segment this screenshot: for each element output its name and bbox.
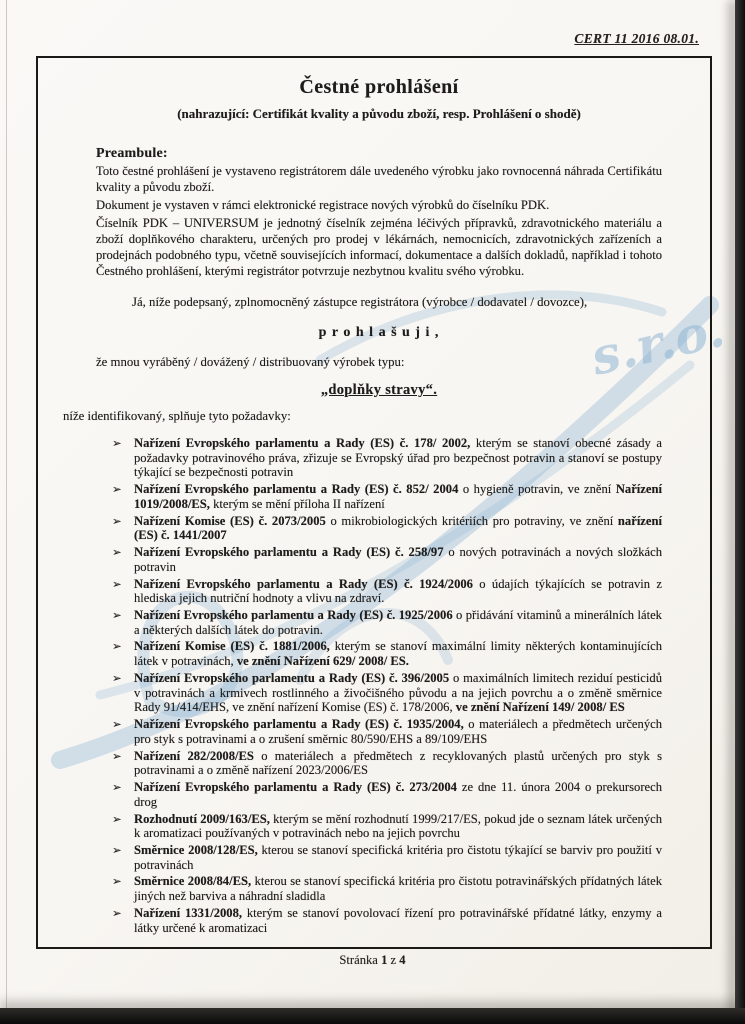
arrow-bullet-icon: ➢	[112, 905, 122, 920]
watermark-text: s.r.o.	[585, 298, 730, 387]
doc-reference: CERT 11 2016 08.01.	[574, 31, 699, 46]
arrow-bullet-icon: ➢	[112, 717, 122, 732]
requirement-text: Nařízení Evropského parlamentu a Rady (ES) č. 852/ 2004 o hygieně potravin, ve znění Nařízení 1019/2008/ES, kterým se mění příloha II nařízení	[134, 482, 662, 511]
footer-separator: z	[390, 953, 397, 967]
requirement-item	[112, 514, 662, 543]
requirement-text: Nařízení Evropského parlamentu a Rady (ES) č. 396/2005 o maximálních limitech reziduí pesticidů v potravinách a krmivech rostlinného a živočišného původu a na jejich povrchu a o změně směrnice Rady 91/414/EHS, ve znění nařízení Komise (ES) č. 178/2006, ve znění Nařízení 149/ 2008/ ES	[134, 670, 662, 715]
product-type-intro: že mnou vyráběný / dovážený / distribuovaný výrobek typu:	[96, 354, 405, 369]
requirement-item	[112, 482, 662, 511]
requirement-text: Nařízení Komise (ES) č. 1881/2006, kterým se stanoví maximální limity některých kontaminujících látek v potravinách, ve znění Nařízení 629/ 2008/ ES.	[134, 639, 662, 669]
footer-total-pages: 4	[399, 953, 406, 967]
requirement-text: Nařízení 1331/2008, kterým se stanoví povolovací řízení pro potravinářské přídatné látky, enzymy a látky určené k aromatizaci	[134, 905, 662, 935]
arrow-bullet-icon: ➢	[112, 607, 122, 622]
requirement-item	[112, 608, 662, 637]
arrow-bullet-icon: ➢	[112, 576, 122, 591]
preamble-paragraph: Toto čestné prohlášení je vystaveno registrátorem dále uvedeného výrobku jako rovnocenná náhrada Certifikátu kvality a původu zboží.	[96, 164, 662, 194]
footer-page-number: 1	[381, 953, 388, 967]
page-title: Čestné prohlášení	[299, 76, 459, 98]
requirement-item	[112, 906, 662, 935]
requirement-text: Nařízení Evropského parlamentu a Rady (ES) č. 178/ 2002, kterým se stanoví obecné zásady a požadavky potravinového práva, zřizuje se Evropský úřad pro bezpečnost potravin a stanoví se postupy týkající se bezpečnosti potravin	[134, 435, 662, 480]
requirement-text: Směrnice 2008/84/ES, kterou se stanoví specifická kritéria pro čistotu potravinářských přídatných látek jiných než barviva a náhradní sladidla	[134, 874, 662, 904]
scan-edge-bottom	[0, 1008, 745, 1024]
requirement-item	[112, 874, 662, 903]
scan-edge-left	[6, 0, 7, 1024]
requirements-list	[96, 436, 662, 936]
requirement-item	[112, 436, 662, 480]
requirement-text: Rozhodnutí 2009/163/ES, kterým se mění rozhodnutí 1999/217/ES, pokud jde o seznam látek určených k aromatizaci používaných v potravinách nebo na jejich povrchu	[134, 811, 663, 841]
requirement-item	[112, 749, 662, 778]
requirement-text: Nařízení Evropského parlamentu a Rady (ES) č. 1925/2006 o přidávání vitaminů a minerálních látek a některých dalších látek do potravin.	[134, 607, 662, 637]
requirement-item	[112, 545, 662, 574]
requirement-text: Nařízení Evropského parlamentu a Rady (ES) č. 1935/2004, o materiálech a předmětech určených pro styk s potravinami a o zrušení směrnic 80/590/EHS a 89/109/EHS	[134, 717, 662, 746]
document-border	[36, 56, 712, 949]
requirement-item	[112, 843, 662, 872]
arrow-bullet-icon: ➢	[112, 482, 122, 497]
arrow-bullet-icon: ➢	[112, 842, 122, 857]
requirement-item	[112, 671, 662, 715]
arrow-bullet-icon: ➢	[112, 670, 122, 685]
preamble-block	[96, 164, 662, 280]
arrow-bullet-icon: ➢	[112, 639, 122, 654]
footer-word: Stránka	[339, 953, 378, 967]
requirement-item	[112, 639, 662, 668]
requirement-item	[112, 577, 662, 606]
arrow-bullet-icon: ➢	[112, 513, 122, 528]
arrow-bullet-icon: ➢	[112, 545, 122, 560]
requirement-text: Směrnice 2008/128/ES, kterou se stanoví specifická kritéria pro čistotu týkající se barviv pro použití v potravinách	[134, 842, 662, 872]
requirement-text: Nařízení Komise (ES) č. 2073/2005 o mikrobiologických kritériích pro potraviny, ve znění nařízení (ES) č. 1441/2007	[134, 513, 662, 543]
preamble-paragraph: Číselník PDK – UNIVERSUM je jednotný číselník zejména léčivých přípravků, zdravotnického materiálu a zboží doplňkového charakteru, určených pro prodej v lékárnách, nemocnicích, zdravotnických zařízeních a prodejnách podobného typu, včetně souvisejících informací, dokumentace a dalších dokladů, například i tohoto Čestného prohlášení, kterými registrátor potvrzuje nezbytnou kvalitu svého výrobku.	[96, 215, 662, 278]
requirement-item	[112, 812, 662, 841]
requirement-text: Nařízení Evropského parlamentu a Rady (ES) č. 273/2004 ze dne 11. února 2004 o prekursorech drog	[134, 780, 662, 809]
requirements-intro: níže identifikovaný, splňuje tyto požadavky:	[63, 408, 291, 423]
arrow-bullet-icon: ➢	[112, 780, 122, 795]
scan-edge-right	[735, 0, 745, 1024]
page-footer	[0, 953, 745, 968]
arrow-bullet-icon: ➢	[112, 748, 122, 763]
requirement-text: Nařízení Evropského parlamentu a Rady (ES) č. 258/97 o nových potravinách a nových složkách potravin	[134, 545, 662, 574]
requirement-text: Nařízení 282/2008/ES o materiálech a předmětech z recyklovaných plastů určených pro styk s potravinami a o změně nařízení 2023/2006/ES	[134, 748, 663, 778]
product-type: „doplňky stravy“.	[320, 381, 438, 398]
preamble-heading: Preambule:	[96, 146, 168, 161]
declaration-intro: Já, níže podepsaný, zplnomocněný zástupce registrátora (výrobce / dodavatel / dovozce),	[132, 294, 588, 309]
requirement-item	[112, 717, 662, 746]
arrow-bullet-icon: ➢	[112, 435, 122, 450]
declaration-verb: p r o h l a š u j i ,	[318, 324, 440, 340]
arrow-bullet-icon: ➢	[112, 811, 122, 826]
requirement-text: Nařízení Evropského parlamentu a Rady (ES) č. 1924/2006 o údajích týkajících se potravin z hlediska jejich nutriční hodnoty a vlivu na zdraví.	[134, 576, 662, 606]
arrow-bullet-icon: ➢	[112, 874, 122, 889]
preamble-paragraph: Dokument je vystaven v rámci elektronické registrace nových výrobků do číselníku PDK.	[96, 197, 550, 212]
requirement-item	[112, 780, 662, 809]
document-subtitle: (nahrazující: Certifikát kvality a původu zboží, resp. Prohlášení o shodě)	[177, 106, 581, 121]
